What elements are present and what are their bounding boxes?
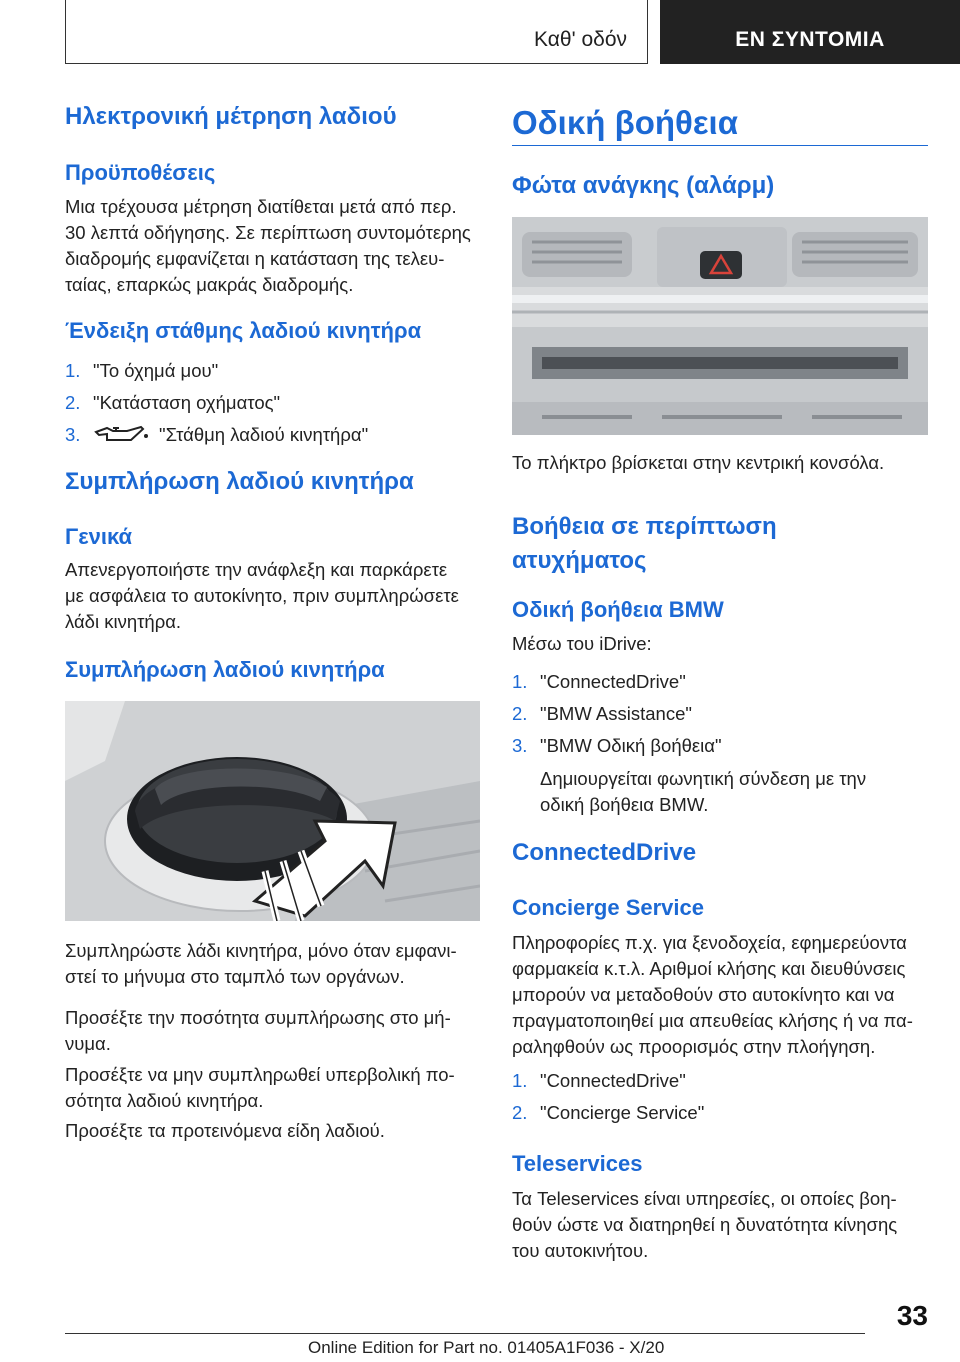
chapter-tab-quick-reference[interactable] <box>660 0 960 64</box>
center-console-illustration <box>512 217 928 435</box>
step-text: "Το όχημά μου" <box>93 360 219 381</box>
heading-teleservices: Teleservices <box>512 1151 643 1176</box>
paragraph-refill-caption <box>65 938 480 990</box>
text-line: Μέσω του iDrive: <box>512 633 652 654</box>
heading-refill-engine-oil: Συμπλήρωση λαδιού κινητήρα <box>65 468 414 495</box>
text-line: νυμα. <box>65 1033 111 1054</box>
text-line: Συμπληρώστε λάδι κινητήρα, μόνο όταν εμφανι- <box>65 940 457 961</box>
text-line: Το πλήκτρο βρίσκεται στην κεντρική κονσόλα. <box>512 452 885 473</box>
paragraph-overfill-warning <box>65 1062 480 1114</box>
step-text: "Concierge Service" <box>540 1102 705 1123</box>
oil-cap-illustration <box>65 701 480 921</box>
step-number: 1. <box>512 671 528 692</box>
paragraph-concierge <box>512 930 928 1060</box>
paragraph-prerequisites <box>65 194 480 298</box>
text-line: ραληφθούν ως προορισμός στην πλοήγηση. <box>512 1036 876 1057</box>
text-line: Προσέξτε την ποσότητα συμπλήρωσης στο μή- <box>65 1007 451 1028</box>
text-line: Πληροφορίες π.χ. για ξενοδοχεία, εφημερεύοντα <box>512 932 907 953</box>
step-number: 1. <box>512 1070 528 1091</box>
hazard-button-image <box>512 217 928 435</box>
list-item[interactable] <box>512 1097 928 1129</box>
heading-general: Γενικά <box>65 524 133 549</box>
step-number: 1. <box>65 360 81 381</box>
oil-filler-cap-image <box>65 701 480 921</box>
heading-electronic-oil-measurement: Ηλεκτρονική μέτρηση λαδιού <box>65 103 397 130</box>
text-line: Προσέξτε τα προτεινόμενα είδη λαδιού. <box>65 1120 385 1141</box>
text-line: Μια τρέχουσα μέτρηση διατίθεται μετά από περ. <box>65 196 457 217</box>
text-line: του αυτοκινήτου. <box>512 1240 649 1261</box>
heading-prerequisites: Προϋποθέσεις <box>65 160 216 185</box>
paragraph-teleservices <box>512 1186 928 1264</box>
text-line: οδική βοήθεια BMW. <box>540 794 709 815</box>
step-number: 2. <box>512 1102 528 1123</box>
text-line: πραγματοποιηθεί μια απευθείας κλήσης ή να πα- <box>512 1010 913 1031</box>
list-item[interactable] <box>512 698 928 730</box>
text-line: θούν ώστε να διατηρηθεί η δυνατότητα κίνησης <box>512 1214 898 1235</box>
paragraph-fill-quantity <box>65 1005 480 1057</box>
heading-divider <box>512 145 928 146</box>
chapter-tab-label: Καθ' οδόν <box>534 28 627 51</box>
list-item[interactable] <box>65 419 480 451</box>
text-line: Τα Teleservices είναι υπηρεσίες, οι οποίες βοη- <box>512 1188 897 1209</box>
heading-oil-level-display: Ένδειξη στάθμης λαδιού κινητήρα <box>65 318 422 343</box>
heading-accident-assistance <box>512 510 928 578</box>
list-oil-level-steps <box>65 355 480 451</box>
step-number: 3. <box>65 424 81 445</box>
list-item[interactable] <box>65 387 480 419</box>
step-number: 2. <box>65 392 81 413</box>
text-line: στεί το μήνυμα στο ταμπλό των οργάνων. <box>65 966 405 987</box>
text-line: φαρμακεία κ.τ.λ. Αριθμοί κλήσης και διευθύνσεις <box>512 958 906 979</box>
heading-hazard-lights: Φώτα ανάγκης (αλάρμ) <box>512 172 775 199</box>
chapter-tab-label-active: ΕΝ ΣΥΝΤΟΜΙΑ <box>735 28 885 51</box>
step-text: "Στάθμη λαδιού κινητήρα" <box>159 424 369 445</box>
list-item[interactable] <box>512 1065 928 1097</box>
heading-connecteddrive: ConnectedDrive <box>512 839 697 866</box>
paragraph-via-idrive <box>512 631 928 657</box>
text-line: σότητα λαδιού κινητήρα. <box>65 1090 264 1111</box>
list-bmw-assistance-steps <box>512 666 928 762</box>
text-line: 30 λεπτά οδήγησης. Σε περίπτωση συντομότερης <box>65 222 471 243</box>
text-line: ταίας, επαρκώς μακράς διαδρομής. <box>65 274 354 295</box>
text-line: Απενεργοποιήστε την ανάφλεξη και παρκάρετε <box>65 559 448 580</box>
footer-divider <box>65 1333 865 1334</box>
list-concierge-steps <box>512 1065 928 1129</box>
step-number: 2. <box>512 703 528 724</box>
paragraph-voice-connection <box>540 766 928 818</box>
step-text: "ConnectedDrive" <box>540 1070 686 1091</box>
step-text: "BMW Οδική βοήθεια" <box>540 735 722 756</box>
step-text: "Κατάσταση οχήματος" <box>93 392 281 413</box>
list-item[interactable] <box>512 730 928 762</box>
footer-edition-text: Online Edition for Part no. 01405A1F036 - X/20 <box>308 1338 665 1357</box>
text-line: λάδι κινητήρα. <box>65 611 182 632</box>
chapter-tab-on-the-road[interactable] <box>65 0 648 64</box>
text-line: Προσέξτε να μην συμπληρωθεί υπερβολική πο- <box>65 1064 455 1085</box>
step-text: "ConnectedDrive" <box>540 671 686 692</box>
text-line: με ασφάλεια το αυτοκίνητο, πριν συμπληρώσετε <box>65 585 459 606</box>
heading-refill-oil-sub: Συμπλήρωση λαδιού κινητήρα <box>65 657 385 682</box>
text-line: διαδρομής εμφανίζεται η κατάσταση της τελευ- <box>65 248 445 269</box>
list-item[interactable] <box>65 355 480 387</box>
oil-can-icon <box>93 423 151 445</box>
step-number: 3. <box>512 735 528 756</box>
heading-line: Βοήθεια σε περίπτωση <box>512 513 777 540</box>
heading-concierge-service: Concierge Service <box>512 895 704 920</box>
heading-roadside-assistance: Οδική βοήθεια <box>512 104 738 141</box>
step-text: "BMW Assistance" <box>540 703 692 724</box>
heading-bmw-roadside: Οδική βοήθεια BMW <box>512 597 724 622</box>
text-line: μπορούν να μεταδοθούν στο αυτοκίνητο και να <box>512 984 895 1005</box>
page-number: 33 <box>896 1300 928 1331</box>
heading-line: ατυχήματος <box>512 547 647 574</box>
text-line: Δημιουργείται φωνητική σύνδεση με την <box>540 768 867 789</box>
paragraph-general <box>65 557 480 635</box>
paragraph-hazard-caption <box>512 450 928 476</box>
list-item[interactable] <box>512 666 928 698</box>
paragraph-oil-types <box>65 1118 480 1144</box>
